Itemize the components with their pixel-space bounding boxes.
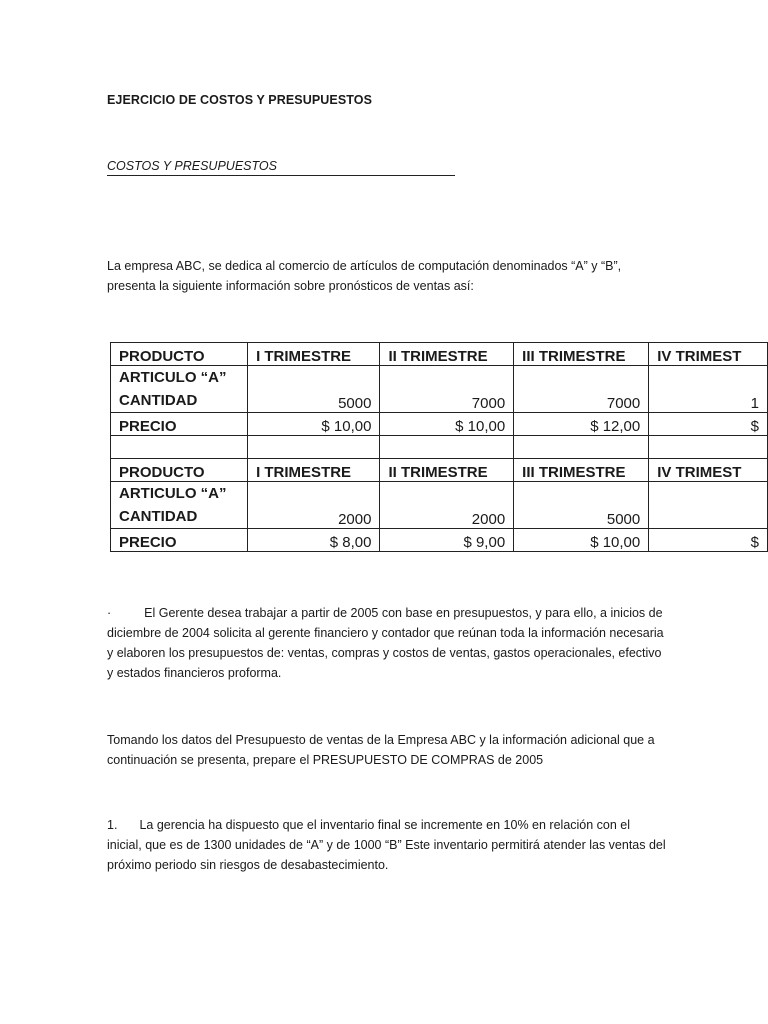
document-title: EJERCICIO DE COSTOS Y PRESUPUESTOS xyxy=(107,93,373,107)
instructions-paragraph: Tomando los datos del Presupuesto de ventas de la Empresa ABC y la información adicional que a continuación se presenta, prepare el PRESUPUESTO DE COMPRAS de 2005 xyxy=(107,733,655,767)
price-cell: $ 12,00 xyxy=(514,413,649,436)
header-cell-product: PRODUCTO xyxy=(111,343,248,366)
price-cell: $ 9,00 xyxy=(380,529,514,552)
article-label: ARTICULO “A” xyxy=(119,369,227,386)
quantity-label: CANTIDAD xyxy=(119,508,198,525)
price-cell: $ 10,00 xyxy=(514,529,649,552)
qty-cell: 7000 xyxy=(380,366,514,413)
qty-cell: 2000 xyxy=(248,482,380,529)
qty-cell: 7000 xyxy=(514,366,649,413)
article-cell xyxy=(111,366,248,413)
header-cell-q1: I TRIMESTRE xyxy=(248,343,380,366)
header-cell-q4: IV TRIMEST xyxy=(649,459,768,482)
price-cell: $ 8,00 xyxy=(248,529,380,552)
bullet-glyph: · xyxy=(107,606,112,620)
list-item-text: La gerencia ha dispuesto que el inventario final se incremente en 10% en relación con el inicial, que es de 1300 unidades de “A” y de 1000 “B” Este inventario permitirá atender las ventas del próximo periodo sin riesgos de desabastecimiento. xyxy=(107,818,666,872)
qty-cell: 5000 xyxy=(514,482,649,529)
table-header-row xyxy=(111,343,768,366)
header-cell-q2: II TRIMESTRE xyxy=(380,459,514,482)
price-label: PRECIO xyxy=(111,413,248,436)
header-cell-q3: III TRIMESTRE xyxy=(514,459,649,482)
qty-cell: 2000 xyxy=(380,482,514,529)
table-row xyxy=(111,529,768,552)
manager-paragraph xyxy=(107,603,667,683)
manager-paragraph-text: El Gerente desea trabajar a partir de 2005 con base en presupuestos, y para ello, a inicios de diciembre de 2004 solicita al gerente financiero y contador que reúnan toda la información necesaria y elaboren los presupuestos de: ventas, compras y costos de ventas, gastos operacionales, efectivo y estados financieros proforma. xyxy=(107,606,664,680)
price-cell: $ 10,00 xyxy=(380,413,514,436)
list-item xyxy=(107,815,667,875)
table-header-row xyxy=(111,459,768,482)
price-label: PRECIO xyxy=(111,529,248,552)
article-cell xyxy=(111,482,248,529)
article-label: ARTICULO “A” xyxy=(119,485,227,502)
list-item-number: 1. xyxy=(107,818,118,832)
quantity-label: CANTIDAD xyxy=(119,392,198,409)
empty-cell xyxy=(514,436,649,459)
table-spacer-row xyxy=(111,436,768,459)
header-cell-q1: I TRIMESTRE xyxy=(248,459,380,482)
qty-cell xyxy=(649,482,768,529)
header-cell-q3: III TRIMESTRE xyxy=(514,343,649,366)
empty-cell xyxy=(248,436,380,459)
qty-cell: 1 xyxy=(649,366,768,413)
table-row xyxy=(111,413,768,436)
table-row xyxy=(111,366,768,413)
price-cell: $ 10,00 xyxy=(248,413,380,436)
intro-paragraph: La empresa ABC, se dedica al comercio de artículos de computación denominados “A” y “B”, presenta la siguiente información sobre pronósticos de ventas así: xyxy=(107,259,622,293)
price-cell: $ xyxy=(649,413,768,436)
empty-cell xyxy=(111,436,248,459)
table-row xyxy=(111,482,768,529)
empty-cell xyxy=(380,436,514,459)
price-cell: $ xyxy=(649,529,768,552)
header-cell-q4: IV TRIMEST xyxy=(649,343,768,366)
qty-cell: 5000 xyxy=(248,366,380,413)
document-subtitle: COSTOS Y PRESUPUESTOS xyxy=(107,158,455,176)
header-cell-product: PRODUCTO xyxy=(111,459,248,482)
sales-forecast-table xyxy=(110,342,768,552)
header-cell-q2: II TRIMESTRE xyxy=(380,343,514,366)
empty-cell xyxy=(649,436,768,459)
